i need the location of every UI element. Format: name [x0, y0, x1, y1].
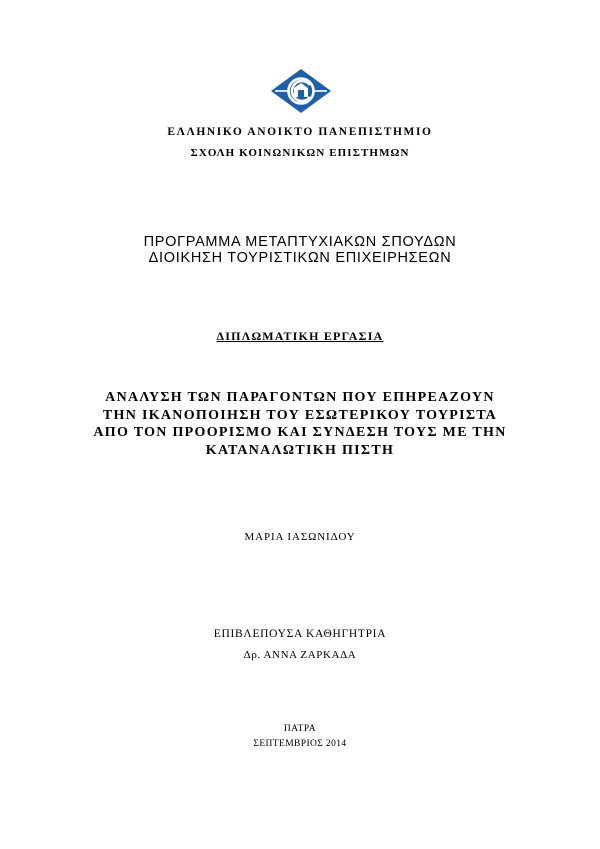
university-logo-icon [270, 68, 332, 114]
school-name: ΣΧΟΛΗ ΚΟΙΝΩΝΙΚΩΝ ΕΠΙΣΤΗΜΩΝ [190, 147, 410, 159]
supervisor-name: Δρ. ΑΝΝΑ ΖΑΡΚΑΔΑ [243, 649, 357, 661]
author-name: ΜΑΡΙΑ ΙΑΣΩΝΙΔΟΥ [244, 531, 356, 543]
title-line-2: ΤΗΝ ΙΚΑΝΟΠΟΙΗΣΗ ΤΟΥ ΕΣΩΤΕΡΙΚΟΥ ΤΟΥΡΙΣΤΑ [102, 407, 498, 423]
program-line-2: ΔΙΟΙΚΗΣΗ ΤΟΥΡΙΣΤΙΚΩΝ ΕΠΙΧΕΙΡΗΣΕΩΝ [148, 250, 452, 266]
title-line-4: ΚΑΤΑΝΑΛΩΤΙΚΗ ΠΙΣΤΗ [205, 442, 395, 458]
thesis-type-label: ΔΙΠΛΩΜΑΤΙΚΗ ΕΡΓΑΣΙΑ [216, 329, 384, 343]
program-title [0, 234, 600, 266]
university-name: ΕΛΛΗΝΙΚΟ ΑΝΟΙΚΤΟ ΠΑΝΕΠΙΣΤΗΜΙΟ [167, 126, 433, 138]
program-line-1: ΠΡΟΓΡΑΜΜΑ ΜΕΤΑΠΤΥΧΙΑΚΩΝ ΣΠΟΥΔΩΝ [143, 234, 457, 250]
thesis-type-heading [0, 329, 600, 344]
city: ΠΑΤΡΑ [283, 724, 317, 734]
title-line-3: ΑΠΟ ΤΟΝ ΠΡΟΟΡΙΣΜΟ ΚΑΙ ΣΥΝΔΕΣΗ ΤΟΥΣ ΜΕ ΤΗΝ [93, 425, 507, 440]
title-line-1: ΑΝΑΛΥΣΗ ΤΩΝ ΠΑΡΑΓΟΝΤΩΝ ΠΟΥ ΕΠΗΡΕΑΖΟΥΝ [105, 390, 495, 405]
supervisor-label: ΕΠΙΒΛΕΠΟΥΣΑ ΚΑΘΗΓΗΤΡΙΑ [213, 628, 387, 640]
thesis-title [0, 389, 600, 459]
date: ΣΕΠΤΕΜΒΡΙΟΣ 2014 [253, 739, 347, 749]
